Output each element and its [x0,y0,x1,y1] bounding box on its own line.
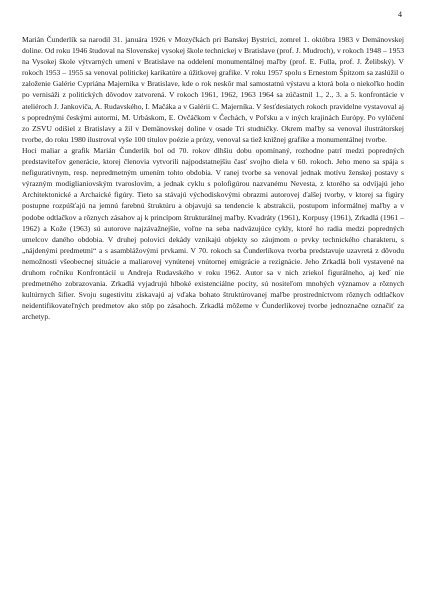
page-number: 4 [398,10,402,19]
paragraph-biography: Marián Čunderlík sa narodil 31. januára 1926 v Mozyčkách pri Banskej Bystrici, zomrel 1. októbra 1983 v Demänovskej doline. Od roku 1946 študoval na Slovenskej vysokej škole technickej v Bratislave (prof. J. Mudroch), v rokoch 1948 – 1953 na Vysokej škole výtvarných umení v Bratislave na oddelení monumentálnej maľby (prof. E. Fulla, prof. J. Želibský). V rokoch 1953 – 1955 sa venoval politickej karikatúre a úžitkovej grafike. V roku 1957 spolu s Ernestom Špitzom sa zaslúžil o založenie Galérie Cypriána Majerníka v Bratislave, kde o rok neskôr mal samostatnú výstavu a ktorá bola o niekoľko hodín po vernisáži z politických dôvodov zatvorená. V rokoch 1961, 1962, 1963 1964 sa zúčastnil 1., 2., 3. a 5. konfrontácie v ateliéroch J. Jankoviča, A. Rudavského, I. Mačáka a v Galérii C. Majerníka. V šesťdesiatych rokoch pravidelne vystavoval aj s poprednými českými autormi, M. Urbáskom, E. Ovčáčkom v Čechách, v Poľsku a v iných krajinách Európy. Po vylúčení zo ZSVU odišiel z Bratislavy a žil v Demänovskej doline v osade Tri studničky. Okrem maľby sa venoval ilustrátorskej tvorbe, do roku 1980 ilustroval vyše 100 titulov poézie a prózy, venoval sa tiež knižnej grafike a monumentálnej tvorbe. [22,35,404,144]
paragraph-analysis: Hoci maliar a grafik Marián Čunderlík bol od 70. rokov dlhšiu dobu opomínaný, rozhodne patrí medzi popredných predstaviteľov generácie, ktorej členovia vytvorili najpodstatnejšiu časť svojho diela v 60. rokoch. Jeho meno sa spája s nefigurativnym, resp. nepredmetným umením tohto obdobia. V ranej tvorbe sa venoval jednak motívu ženskej postavy s výrazným modiglianiovským tvaroslovím, a jednak cyklu s polofigúrou nazvanému Nevesta, z ktorého sa odvíjajú jeho Architektonické a Archaické figúry. Tieto sa stávajú východiskovými obrazmi autorovej ďalšej tvorby, v ktorej sa figúry postupne rozpúšťajú na jemnú farebnú štruktúru a objavujú sa tendencie k abstrakcii, postupom informálnej maľby a v podobe odtlačkov a rôznych zásahov aj k princípom štrukturálnej maľby. Kvadráty (1961), Korpusy (1961), Zrkadlá (1961 – 1962) a Kože (1963) sú autorove najzávažnejšie, voľne na seba nadväzujúce cykly, ktoré ho radia medzi popredných umelcov daného obdobia. V druhej polovici dekády vznikajú objekty so záujmom o prvky technického charakteru, s „nájdenými predmetmi“ a s asamblážovými prvkami. V 70. rokoch sa Čunderlíkova tvorba predstavuje uzavretá z dôvodu nemožnosti všeobecnej situácie a maliarovej vynútenej vnútornej emigrácie a rezignácie. Jeho Zrkadlá boli vystavené na druhom ročníku Konfrontácií u Andreja Rudavského v roku 1962. Autor sa v nich zriekol figurálneho, aj keď nie predmetného zobrazovania. Zrkadlá vyjadrujú hlboké existenciálne pocity, sú nositeľom mnohých významov a rôznych kultúrnych šifier. Svoju sugestivitu získavajú aj vďaka bohato štruktúrovanej maľbe prostredníctvom rôznych odtlačkov neidentifikovateľných predmetov ako stôp po zásahoch. Zrkadlá môžeme v Čunderlíkovej tvorbe jednoznačne označiť za archetyp. [22,145,404,322]
body-text [22,34,404,322]
